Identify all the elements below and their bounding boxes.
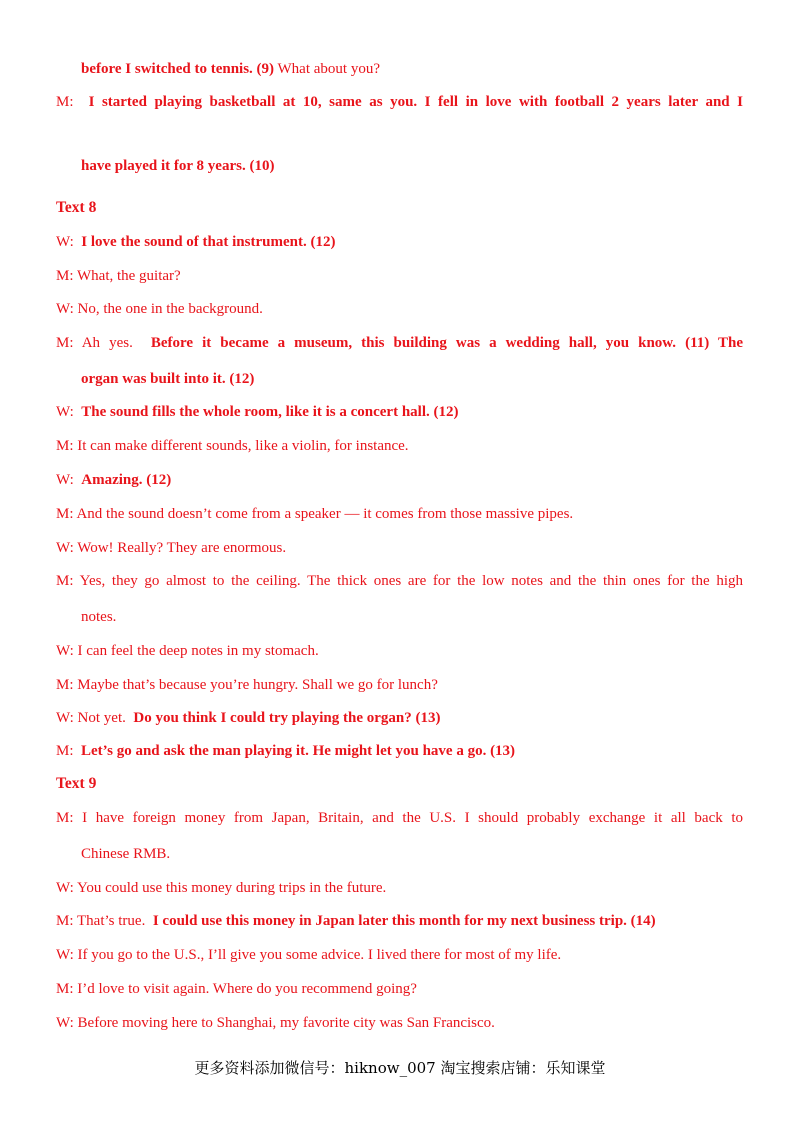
transcript-line (56, 436, 743, 456)
answer-text: Do you think I could try playing the organ? (13) (133, 710, 441, 726)
line-text: I can feel the deep notes in my stomach. (77, 643, 319, 659)
speaker-label: M: (56, 677, 74, 693)
line-text: Not yet. (77, 710, 126, 726)
transcript-line (81, 607, 743, 627)
transcript-line (56, 979, 743, 999)
answer-text: The sound fills the whole room, like it is a concert hall. (12) (81, 404, 459, 420)
line-text: Maybe that’s because you’re hungry. Shall we go for lunch? (77, 677, 438, 693)
speaker-label: M: (56, 438, 74, 454)
line-text: What about you? (274, 61, 380, 77)
transcript-line (56, 1013, 743, 1033)
transcript-line (56, 641, 743, 661)
speaker-label: M: (56, 94, 74, 110)
speaker-label: M: (56, 810, 74, 826)
speaker-label: M: (56, 981, 74, 997)
line-text: Yes, they go almost to the ceiling. The thick ones are for the low notes and the thin ones for the high (79, 573, 743, 589)
line-text: I’d love to visit again. Where do you recommend going? (77, 981, 417, 997)
transcript-line (56, 333, 743, 353)
line-text: Before moving here to Shanghai, my favorite city was San Francisco. (77, 1015, 495, 1031)
speaker-label: W: (56, 880, 74, 896)
line-text: No, the one in the background. (77, 301, 263, 317)
line-text: And the sound doesn’t come from a speaker — it comes from those massive pipes. (76, 506, 574, 522)
speaker-label: M: (56, 335, 74, 351)
transcript-line (56, 945, 743, 965)
transcript-line (56, 402, 743, 422)
transcript-line (56, 675, 743, 695)
transcript-line (56, 232, 743, 252)
speaker-label: W: (56, 234, 74, 250)
transcript-line (56, 878, 743, 898)
answer-text: Before it became a museum, this building was a wedding hall, you know. (11) The (150, 335, 743, 351)
speaker-label: W: (56, 472, 74, 488)
answer-text: before I switched to tennis. (9) (81, 61, 275, 77)
line-text: Wow! Really? They are enormous. (77, 540, 287, 556)
line-text: You could use this money during trips in the future. (76, 880, 387, 896)
speaker-label: W: (56, 301, 74, 317)
speaker-label: M: (56, 506, 74, 522)
answer-text: I could use this money in Japan later this month for my next business trip. (14) (152, 913, 656, 929)
line-text: notes. (81, 609, 117, 625)
answer-text: I started playing basketball at 10, same as you. I fell in love with football 2 years later and I (88, 94, 744, 110)
transcript-line (81, 156, 743, 176)
section-heading: Text 8 (56, 199, 97, 216)
speaker-label: W: (56, 947, 74, 963)
transcript-line (56, 266, 743, 286)
line-text: It can make different sounds, like a violin, for instance. (77, 438, 409, 454)
speaker-label: W: (56, 1015, 74, 1031)
answer-text: have played it for 8 years. (10) (81, 158, 275, 174)
transcript-line (56, 504, 743, 524)
transcript-line (56, 538, 743, 558)
transcript-line (56, 571, 743, 591)
line-text: If you go to the U.S., I’ll give you some advice. I lived there for most of my life. (77, 947, 562, 963)
transcript-line (81, 369, 743, 389)
speaker-label: W: (56, 643, 74, 659)
answer-text: I love the sound of that instrument. (12) (81, 234, 336, 250)
transcript-line (56, 911, 743, 931)
speaker-label: M: (56, 268, 74, 284)
transcript-line (81, 59, 743, 79)
transcript-line (56, 708, 743, 728)
line-text: That’s true. (77, 913, 146, 929)
transcript-line (56, 470, 743, 490)
speaker-label: W: (56, 710, 74, 726)
line-text: I have foreign money from Japan, Britain, and the U.S. I should probably exchange it all back to (82, 810, 744, 826)
transcript-line (56, 299, 743, 319)
section-heading: Text 9 (56, 775, 97, 792)
line-text: Ah yes. (81, 335, 133, 351)
speaker-label: M: (56, 913, 74, 929)
speaker-label: W: (56, 540, 74, 556)
answer-text: organ was built into it. (12) (81, 371, 255, 387)
line-text: What, the guitar? (77, 268, 181, 284)
transcript-line (56, 92, 743, 112)
line-text: Chinese RMB. (81, 846, 171, 862)
answer-text: Let’s go and ask the man playing it. He might let you have a go. (13) (81, 743, 516, 759)
speaker-label: W: (56, 404, 74, 420)
speaker-label: M: (56, 573, 74, 589)
page-footer: 更多资料添加微信号：hiknow_007 淘宝搜索店铺：乐知课堂 (194, 1059, 606, 1077)
answer-text: Amazing. (12) (81, 472, 172, 488)
transcript-line (56, 808, 743, 828)
transcript-line (56, 741, 743, 761)
transcript-line (81, 844, 743, 864)
speaker-label: M: (56, 743, 74, 759)
